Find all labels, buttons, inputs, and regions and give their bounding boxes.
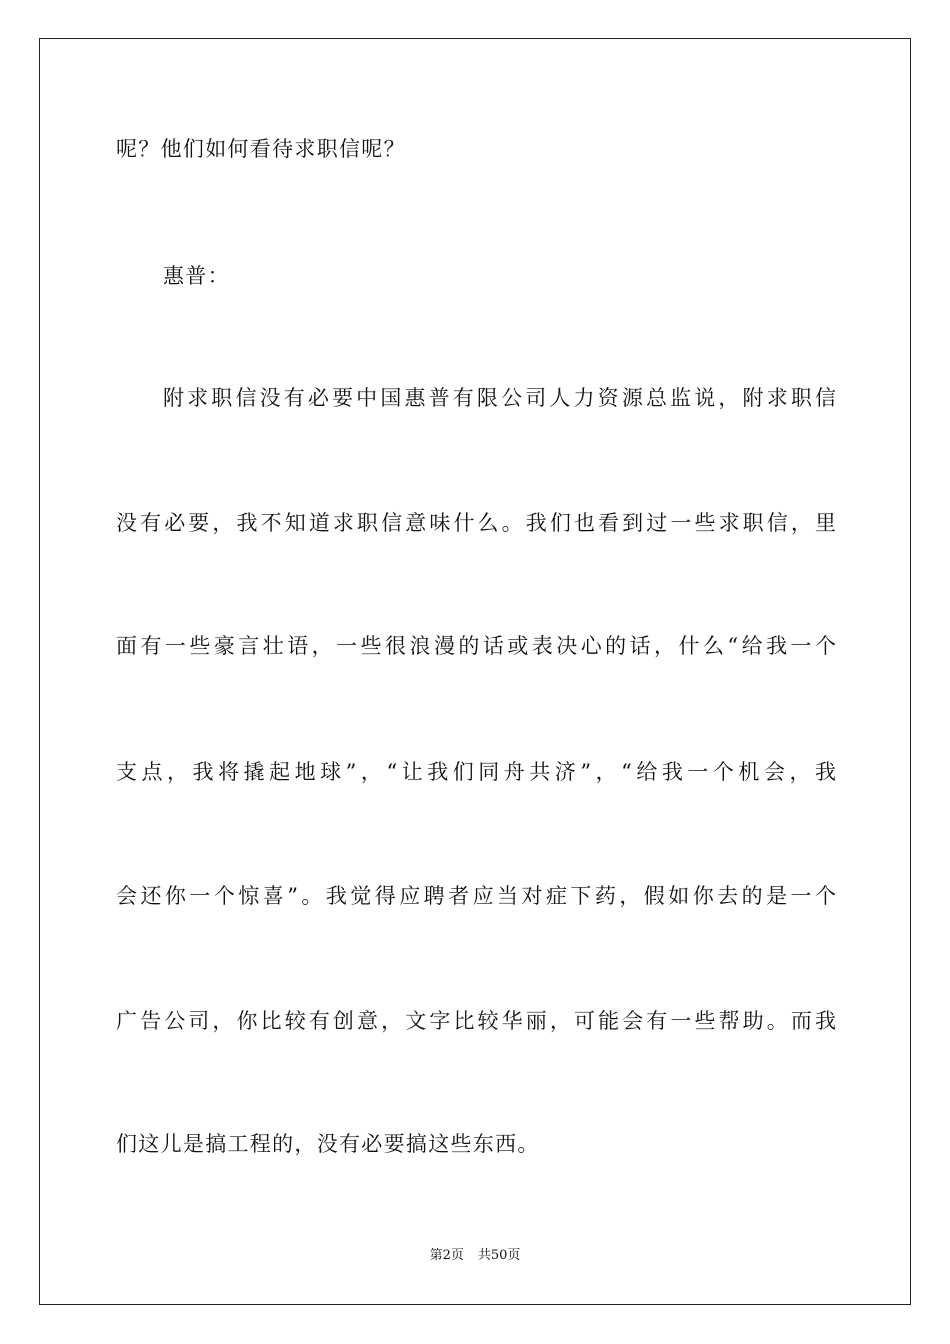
text-line: 们这儿是搞工程的，没有必要搞这些东西。 (116, 1132, 540, 1156)
section-heading: 惠普： (163, 264, 230, 288)
text-line: 附求职信没有必要中国惠普有限公司人力资源总监说，附求职信 (163, 386, 836, 410)
text-line: 面有一些豪言壮语，一些很浪漫的话或表决心的话，什么“给我一个 (116, 634, 836, 658)
page-footer (0, 1248, 950, 1264)
text-line: 广告公司，你比较有创意，文字比较华丽，可能会有一些帮助。而我 (116, 1009, 836, 1033)
page-border (39, 38, 911, 1305)
page-total: 共50页 (477, 1248, 521, 1263)
page-number: 第2页 (429, 1248, 464, 1263)
text-line: 支点，我将撬起地球”，“让我们同舟共济”，“给我一个机会，我 (116, 760, 836, 784)
text-line: 呢？他们如何看待求职信呢？ (116, 137, 406, 161)
text-line: 没有必要，我不知道求职信意味什么。我们也看到过一些求职信，里 (116, 511, 836, 535)
text-line: 会还你一个惊喜”。我觉得应聘者应当对症下药，假如你去的是一个 (116, 884, 836, 908)
